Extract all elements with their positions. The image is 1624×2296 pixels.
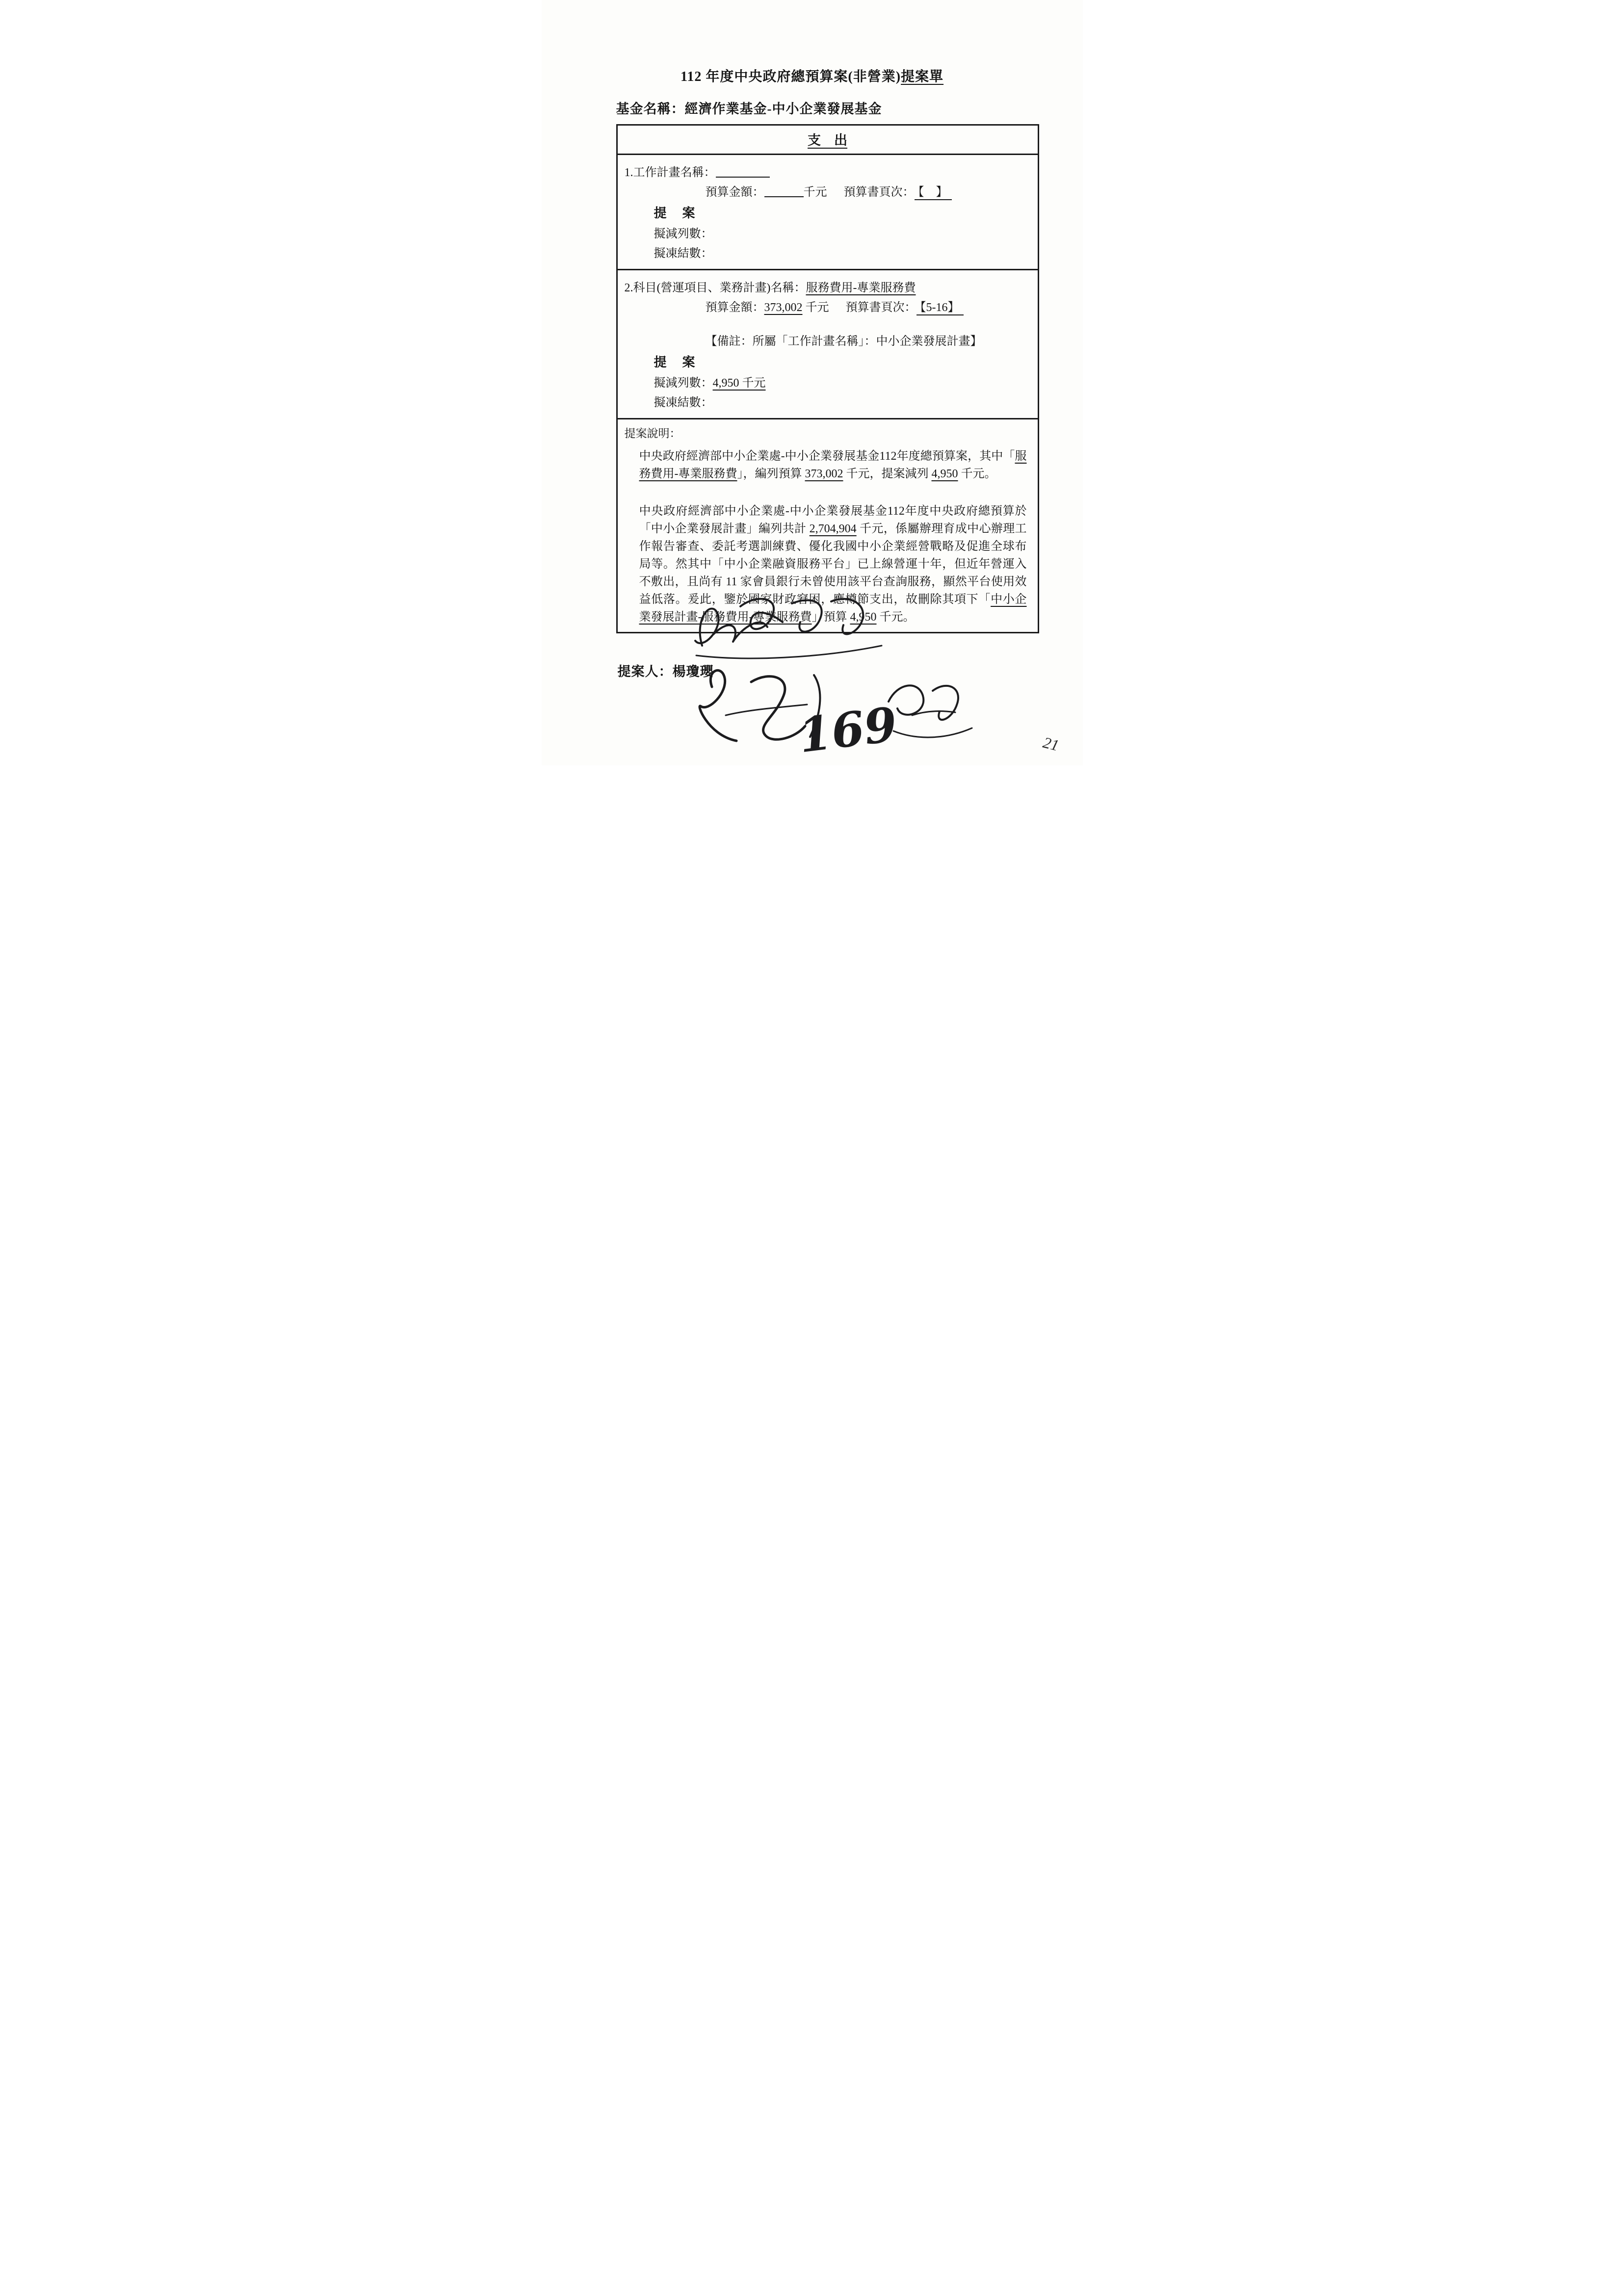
reduce-row bbox=[654, 373, 1030, 390]
proposal-heading: 提 案 bbox=[654, 206, 697, 220]
reduce-value: 4,950 千元 bbox=[712, 377, 766, 390]
page-ref-value: 【 】 bbox=[915, 186, 952, 200]
note-row: 【備註：所屬「工作計畫名稱」：中小企業發展計畫】 bbox=[705, 335, 982, 348]
form-header bbox=[618, 126, 1038, 155]
document-title-main: 112 年度中央政府總預算案(非營業) bbox=[680, 69, 901, 84]
proposal-form-box bbox=[616, 124, 1039, 633]
proposer-name: 楊瓊瓔 bbox=[672, 664, 714, 679]
para2-seg-5: 4,950 bbox=[850, 611, 877, 624]
freeze-row bbox=[654, 392, 1030, 410]
para2-seg-2: 千元，係屬辦理育成中心辦理工作報告審查、委託考選訓練費、優化我國中小企業經營戰略及促進全球布局等。然其中「中小企業融資服務平台」已上線營運十年，但近年營運入不敷出，且尚有 11 家會員銀行未曾使用該平台查詢服務，顯然平台使用效益低落。爰此，鑒於國家財政窘困，應樽節支出，故刪除其項下「 bbox=[639, 522, 1027, 606]
para1-seg-6: 千元。 bbox=[958, 468, 996, 480]
para2-seg-3: 中小企業發展計畫-服務費用-專業服務費 bbox=[639, 593, 1027, 624]
scanned-document-page bbox=[542, 0, 1083, 765]
budget-amount-value: 373,002 bbox=[764, 301, 803, 314]
page-ref-label: 預算書頁次： bbox=[845, 301, 917, 314]
para2-seg-4: 」預算 bbox=[812, 611, 850, 624]
work-plan-budget-row bbox=[706, 182, 1030, 199]
para1-seg-3: 373,002 bbox=[805, 468, 843, 480]
document-title-underlined: 提案單 bbox=[901, 69, 944, 84]
handwritten-number: 169 bbox=[795, 696, 900, 764]
handwritten-page-number: 21 bbox=[1041, 733, 1061, 755]
budget-amount-blank bbox=[764, 185, 804, 197]
account-name-value: 服務費用-專業服務費 bbox=[806, 282, 916, 294]
para2-seg-1: 2,704,904 bbox=[809, 522, 857, 535]
para2-seg-6: 千元。 bbox=[876, 611, 915, 624]
work-plan-name-label: 1.工作計畫名稱： bbox=[624, 166, 716, 179]
reduce-label: 擬減列數： bbox=[654, 377, 713, 390]
fund-name-label: 基金名稱： bbox=[616, 102, 685, 116]
budget-amount-label: 預算金額： bbox=[705, 301, 764, 314]
para1-seg-4: 千元，提案減列 bbox=[843, 468, 932, 480]
page-ref-value: 【5-16】 bbox=[917, 301, 964, 315]
fund-name-line bbox=[616, 98, 1083, 117]
budget-unit: 千元 bbox=[803, 186, 827, 199]
work-plan-name-row bbox=[625, 162, 1030, 180]
para1-seg-5: 4,950 bbox=[931, 468, 958, 480]
para2-seg-0: 中央政府經濟部中小企業處-中小企業發展基金112年度中央政府總預算於「中小企業發展計畫」編列共計 bbox=[639, 505, 1027, 535]
section-2-account-item bbox=[618, 270, 1038, 419]
para1-seg-0: 中央政府經濟部中小企業處-中小企業發展基金112年度總預算案，其中「 bbox=[639, 450, 1015, 463]
freeze-label: 擬凍結數： bbox=[654, 396, 713, 409]
page-ref-label: 預算書頁次： bbox=[843, 186, 915, 199]
reduce-row bbox=[654, 224, 1030, 241]
account-name-label: 2.科目(營運項目、業務計畫)名稱： bbox=[624, 282, 806, 294]
section-1-work-plan bbox=[618, 155, 1038, 270]
budget-amount-label: 預算金額： bbox=[705, 186, 764, 199]
fund-name-value: 經濟作業基金-中小企業發展基金 bbox=[684, 102, 882, 116]
account-budget-row bbox=[706, 297, 1030, 314]
explanation-paragraph-1 bbox=[639, 447, 1027, 483]
para1-seg-1: 服務費用-專業服務費 bbox=[639, 450, 1027, 480]
reduce-label: 擬減列數： bbox=[654, 228, 713, 240]
freeze-row bbox=[654, 243, 1030, 261]
spacer bbox=[625, 317, 1030, 329]
proposal-heading: 提 案 bbox=[654, 355, 697, 369]
freeze-label: 擬凍結數： bbox=[654, 247, 713, 260]
para1-seg-2: 」，編列預算 bbox=[737, 468, 805, 480]
account-name-row bbox=[625, 278, 1030, 295]
proposer-label: 提案人： bbox=[617, 664, 673, 679]
work-plan-name-blank bbox=[716, 165, 770, 178]
explanation-heading: 提案說明： bbox=[624, 427, 681, 440]
form-header-label: 支 出 bbox=[808, 133, 847, 148]
document-title bbox=[542, 0, 1083, 85]
handwritten-signature bbox=[667, 588, 1000, 764]
budget-unit-text: 千元 bbox=[805, 301, 829, 314]
